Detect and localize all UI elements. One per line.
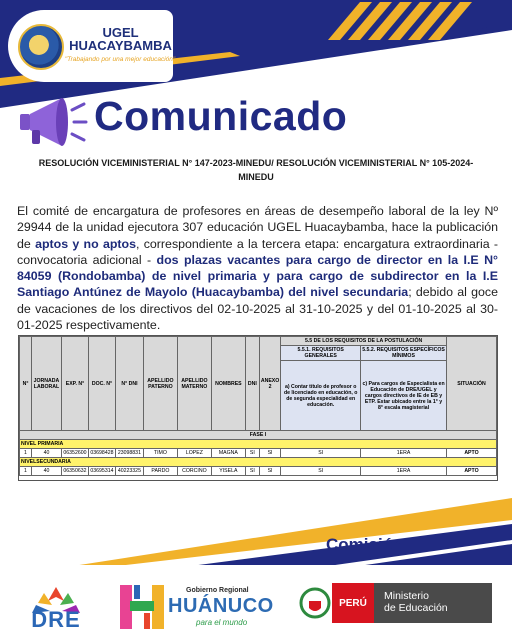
col-doc: DOC. N°: [88, 337, 115, 431]
page-title: Comunicado: [94, 93, 348, 139]
results-table: [18, 335, 498, 481]
resolution-heading: RESOLUCIÓN VICEMINISTERIAL N° 147-2023-MINEDU/ RESOLUCIÓN VICEMINISTERIAL N° 105-2024-MINEDU: [38, 158, 474, 182]
table-cell: SI: [245, 467, 259, 476]
col-group-requisitos: 5.5 DE LOS REQUISITOS DE LA POSTULACIÓN: [281, 337, 447, 346]
signature-comision: Comisión: [326, 535, 404, 554]
col-anexo: ANEXO 2: [259, 337, 280, 431]
table-cell: SI: [245, 449, 259, 458]
table-cell: 1ERA: [361, 467, 447, 476]
logo-slogan: "Trabajando por una mejor educación": [64, 56, 176, 63]
col-apellido-paterno: APELLIDO PATERNO: [143, 337, 177, 431]
table-cell: 1ERA: [361, 449, 447, 458]
table-cell: 1: [20, 449, 32, 458]
logo-title-line1: UGEL: [102, 25, 139, 40]
logo-title: [68, 26, 173, 52]
table-cell: 40: [31, 449, 61, 458]
col-jornada: JORNADA LABORAL: [31, 337, 61, 431]
ugel-logo: [8, 10, 176, 82]
col-exp: EXP. N°: [61, 337, 88, 431]
phase-label: FASE I: [20, 431, 497, 440]
status-cell: APTO: [446, 449, 496, 458]
level-secundaria-label: NIVELSECUNDARIA: [20, 458, 497, 467]
col-req-c: c) Para cargos de Especialista en Educación de DRE/UGEL y cargos directivos de IE de EB y ETP. Estar ubicado entre la 1° y 8° escala magisterial: [361, 361, 447, 431]
table-cell: 03698428: [90, 450, 114, 456]
footer: [0, 565, 512, 640]
table-cell: YISELA: [211, 467, 245, 476]
gobierno-regional-logo-icon: [118, 579, 166, 631]
decorative-stripes: [0, 480, 512, 570]
table-cell: PARDO: [143, 467, 177, 476]
body-text-3: ; debido al goce de vacaciones de los directivos del 02-10-2025 al 31-10-2025 y del 01-10-2025 al 30-01-2025 respectivamente.: [17, 285, 498, 333]
gobierno-regional-label: Gobierno Regional: [186, 587, 249, 594]
body-text-2: , correspondiente a la tercera etapa: encargatura extraordinaria - convocatoria adicional -: [17, 236, 499, 267]
table-cell: 06352600: [63, 450, 87, 456]
megaphone-icon: [14, 94, 88, 150]
col-dni: DNI: [245, 337, 259, 431]
peru-shield-icon: [299, 584, 331, 622]
col-n: N°: [20, 337, 32, 431]
col-apellido-materno: APELLIDO MATERNO: [177, 337, 211, 431]
huanuco-label: HUÁNUCO: [168, 595, 274, 617]
col-sub-especificos: 5.5.2. REQUISITOS ESPECÍFICOS MÍNIMOS: [362, 347, 445, 359]
table-cell: SI: [281, 467, 361, 476]
col-sub-generales: 5.5.1. REQUISITOS GENERALES: [281, 346, 361, 361]
peru-label: PERÚ: [332, 583, 374, 623]
status-cell: APTO: [446, 467, 496, 476]
col-situacion: SITUACIÓN: [446, 337, 496, 431]
table-row: [20, 467, 497, 476]
col-req-a: a) Contar título de profesor o de licenciado en educación, o de segunda especialidad en educación.: [281, 361, 361, 431]
body-bold-2: dos plazas vacantes para cargo de director en la I.E N° 84059 (Rondobamba) de nivel primaria y para cargo de subdirector en la I.E Santiago Antúnez de Mayolo (Huacaybamba) del nivel secundaria: [17, 252, 498, 300]
body-bold-1: aptos y no aptos: [35, 236, 136, 251]
dre-label: DRE: [31, 607, 81, 632]
table-cell: 03695314: [90, 468, 114, 474]
table-cell: 1: [20, 467, 32, 476]
table-cell: 06350632: [63, 468, 87, 474]
table-cell: CORCINO: [177, 467, 211, 476]
col-dni-number: N° DNI: [115, 337, 143, 431]
announcement-body: [17, 203, 498, 333]
table-cell: 40223325: [115, 467, 143, 476]
table-cell: 40: [31, 467, 61, 476]
table-cell: SI: [259, 467, 280, 476]
table-row: [20, 449, 497, 458]
minedu-label: [374, 583, 492, 623]
huanuco-slogan: para el mundo: [196, 618, 248, 627]
minedu-line2: de Educación: [384, 602, 448, 614]
col-nombres: NOMBRES: [211, 337, 245, 431]
ugel-emblem-icon: [18, 24, 64, 70]
table-cell: SI: [259, 449, 280, 458]
table-cell: TIMO: [143, 449, 177, 458]
table-cell: MAGNA: [211, 449, 245, 458]
body-text-1: El comité de encargatura de profesores en áreas de desempeño laboral de la ley Nº 29944 de la unidad ejecutora 307 educación UGEL Huacaybamba, hace la publicación de: [17, 204, 498, 251]
table-cell: 23098831: [115, 449, 143, 458]
table-cell: LOPEZ: [177, 449, 211, 458]
level-primaria-label: NIVEL PRIMARIA: [20, 440, 497, 449]
logo-title-line2: HUACAYBAMBA: [69, 38, 172, 53]
minedu-line1: Ministerio: [384, 590, 429, 602]
table-cell: SI: [281, 449, 361, 458]
